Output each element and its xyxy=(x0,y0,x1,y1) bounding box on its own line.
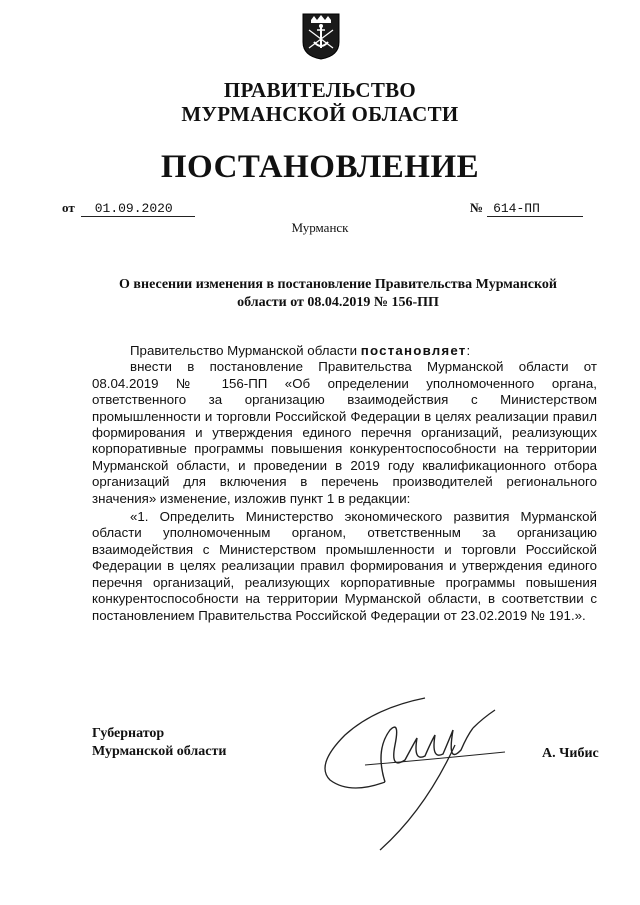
position-line2: Мурманской области xyxy=(92,744,227,759)
document-subject xyxy=(88,276,588,312)
signatory-position xyxy=(92,725,226,761)
lead-keyword: постановляет xyxy=(360,343,467,358)
date-value: 01.09.2020 xyxy=(81,201,195,217)
number-value: 614-ПП xyxy=(487,201,583,217)
document-type: ПОСТАНОВЛЕНИЕ xyxy=(160,149,480,185)
date-prefix: от xyxy=(62,200,75,215)
lead-colon: : xyxy=(466,343,471,358)
position-line1: Губернатор xyxy=(92,726,165,741)
government-title-line2: МУРМАНСКОЙ ОБЛАСТИ xyxy=(181,102,459,126)
coat-of-arms-icon xyxy=(301,12,341,60)
handwritten-signature-icon xyxy=(305,690,525,860)
government-title-line1: ПРАВИТЕЛЬСТВО xyxy=(223,78,417,102)
city: Мурманск xyxy=(291,220,349,235)
date-row xyxy=(62,200,195,217)
subject-line2: области от 08.04.2019 № 156-ПП xyxy=(237,295,439,310)
subject-line1: О внесении изменения в постановление Правительства Мурманской xyxy=(119,277,557,292)
document-body xyxy=(92,343,597,624)
number-prefix: № xyxy=(470,200,484,215)
paragraph-2: «1. Определить Министерство экономического развития Мурманской области уполномоченным органом, ответственным за организацию взаимодействия с Министерством промышленности и торговли Российской Федерации в целях реализации правил формирования и утверждения единого перечня организаций, реализующих корпоративные программы повышения конкурентоспособности на территории Мурманской области, в соответствии с постановлением Правительства Российской Федерации от 23.02.2019 № 191.». xyxy=(92,509,597,623)
signatory-name: А. Чибис xyxy=(542,746,599,761)
lead-paragraph xyxy=(92,343,597,359)
lead-text: Правительство Мурманской области xyxy=(130,343,361,358)
number-row xyxy=(470,200,583,217)
government-title xyxy=(0,78,640,126)
paragraph-1: внести в постановление Правительства Мурманской области от 08.04.2019 № 156-ПП «Об определении уполномоченного органа, ответственного за организацию взаимодействия с Министерством промышленности и торговли Российской Федерации в целях реализации правил формирования и утверждения единого перечня организаций, реализующих корпоративные программы повышения конкурентоспособности на территории Мурманской области, и проведении в 2019 году квалификационного отбора организаций для включения в перечень производителей регионального значения» изменение, изложив пункт 1 в редакции: xyxy=(92,359,597,506)
